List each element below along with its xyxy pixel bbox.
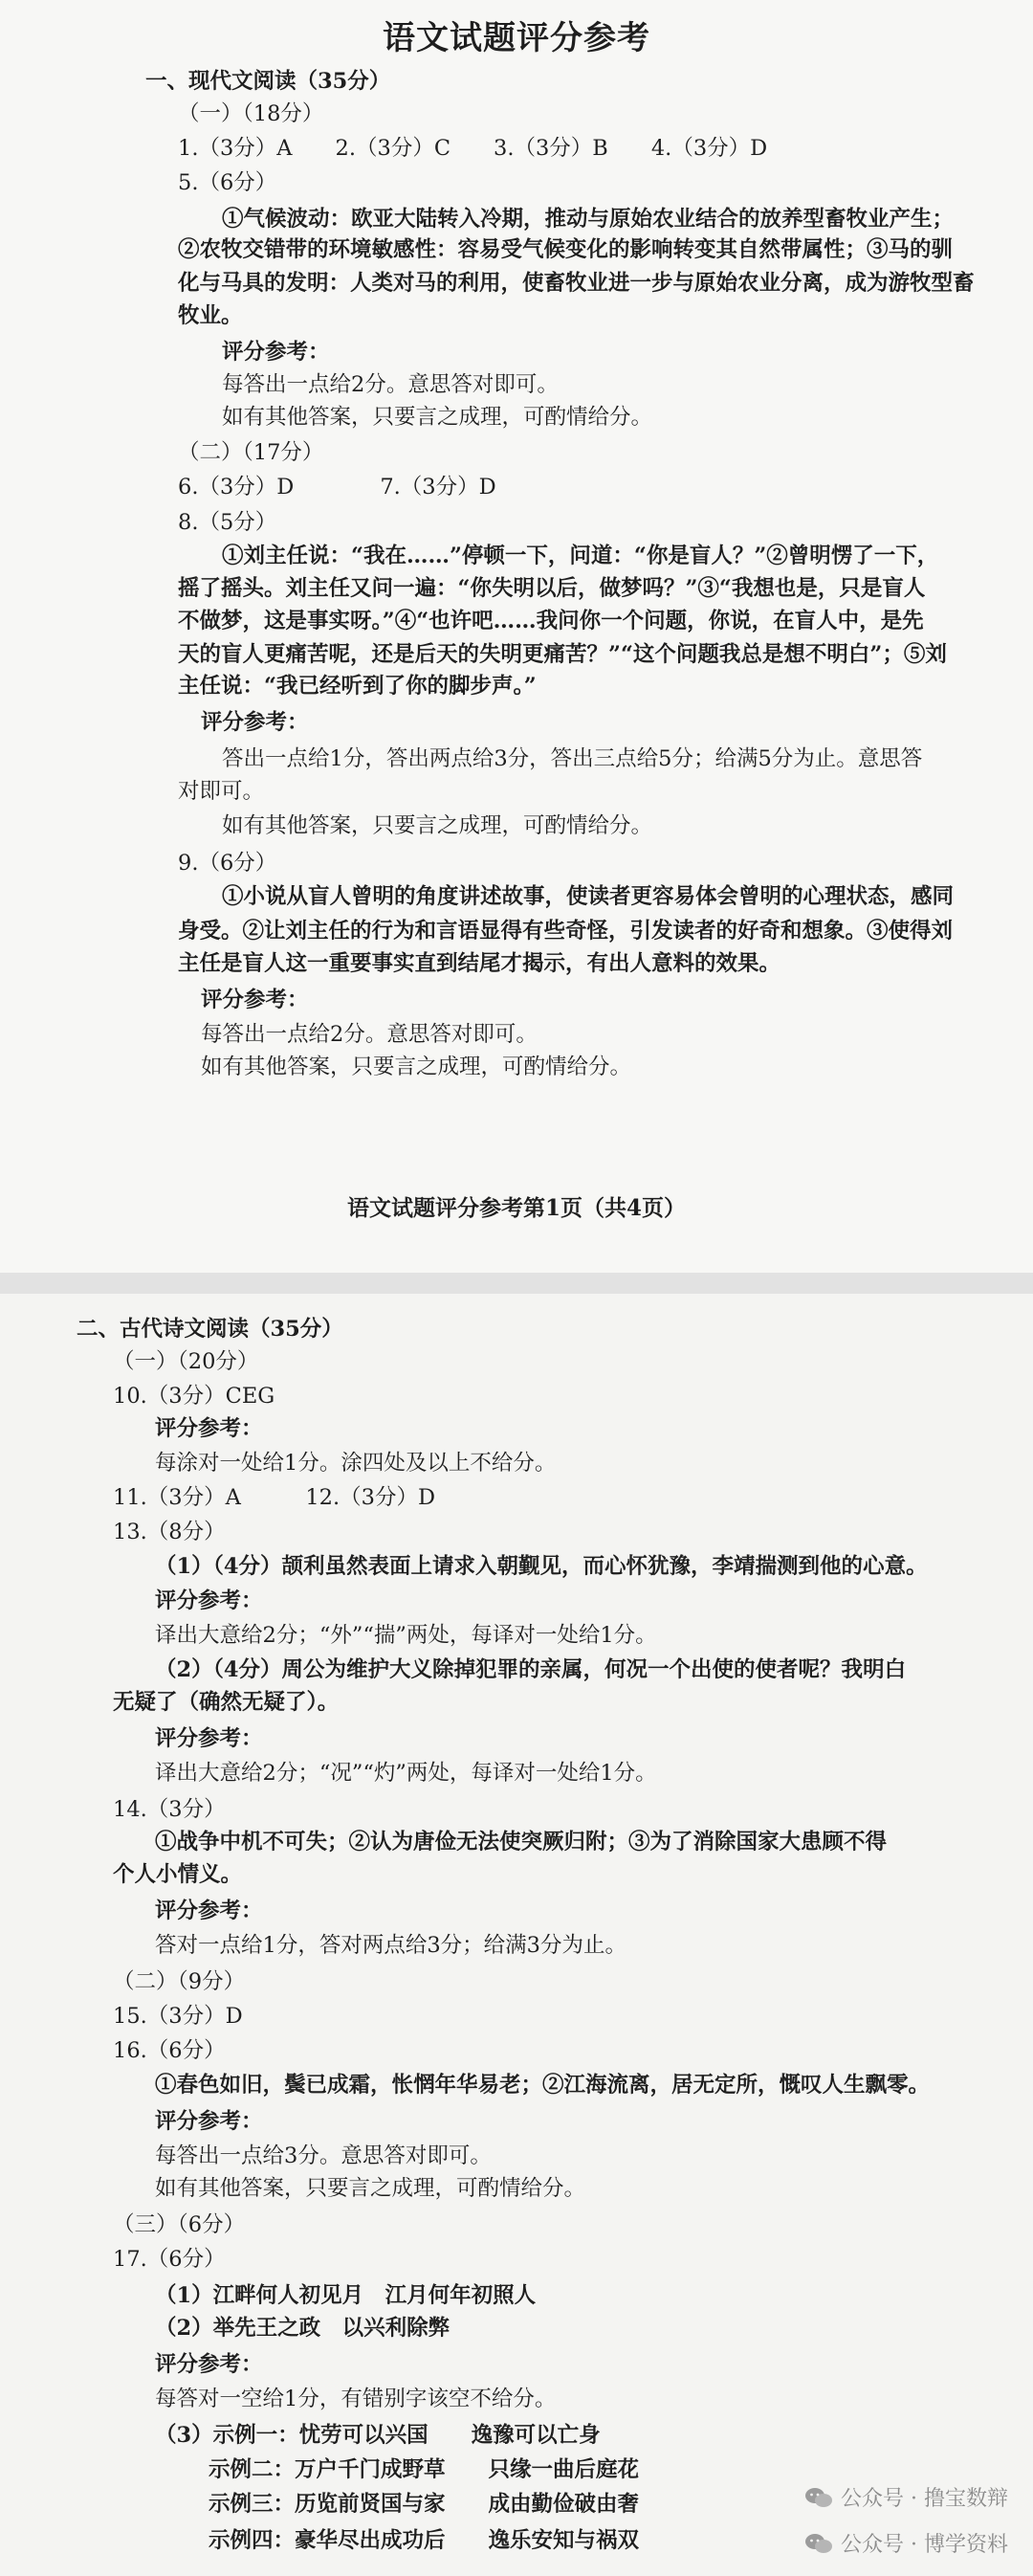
watermark-1 <box>804 2482 1008 2512</box>
watermark-2 <box>804 2528 1008 2558</box>
wechat-icon <box>804 2533 833 2554</box>
page-1-line: 评分参考： <box>201 710 309 735</box>
page-2-line: 每涂对一处给1分。涂四处及以上不给分。 <box>155 1451 557 1476</box>
page-1-line: 对即可。 <box>178 779 265 804</box>
page-1-line: （一）（18分） <box>178 101 324 126</box>
page-1-line: 如有其他答案，只要言之成理，可酌情给分。 <box>222 813 653 838</box>
page-2-line: 每答出一点给3分。意思答对即可。 <box>155 2143 492 2168</box>
page-2-line: ①春色如旧，鬓已成霜，怅惘年华易老；②江海流离，居无定所，慨叹人生飘零。 <box>155 2073 931 2098</box>
page-2-line: 二、古代诗文阅读（35分） <box>77 1317 343 1342</box>
page-2-line: （1）（4分）颉利虽然表面上请求入朝觐见，而心怀犹豫，李靖揣测到他的心意。 <box>155 1554 928 1579</box>
page-1-line: ①刘主任说：“我在……”停顿一下，问道：“你是盲人？”②曾明愣了一下， <box>222 544 939 568</box>
page-1-line: ①气候波动：欧亚大陆转入冷期，推动与原始农业结合的放养型畜牧业产生； <box>222 207 955 232</box>
page-1-line: 化与马具的发明：人类对马的利用，使畜牧业进一步与原始农业分离，成为游牧型畜 <box>178 271 975 296</box>
page-1-line: 摇了摇头。刘主任又问一遍：“你失明以后，做梦吗？”③“我想也是，只是盲人 <box>178 576 926 601</box>
page-2-line: 评分参考： <box>155 1416 263 1441</box>
page-2-line: 评分参考： <box>155 2352 263 2377</box>
page-2-line: 无疑了（确然无疑了）。 <box>113 1690 340 1715</box>
page-2-line: 评分参考： <box>155 1726 263 1751</box>
page-2-line: 答对一点给1分，答对两点给3分；给满3分为止。 <box>155 1933 626 1958</box>
page-2-line: （2）（4分）周公为维护大义除掉犯罪的亲属，何况一个出使的使者呢？我明白 <box>155 1657 907 1682</box>
answer-sheet-page-1 <box>0 0 1033 1273</box>
page-2-line: 示例四：豪华尽出成功后 逸乐安知与祸双 <box>209 2528 640 2553</box>
page-1-line: 天的盲人更痛苦呢，还是后天的失明更痛苦？”“这个问题我总是想不明白”；⑤刘 <box>178 642 947 667</box>
page-1-line: 牧业。 <box>178 303 243 328</box>
page-2-line: 示例三：历览前贤国与家 成由勤俭破由奢 <box>209 2492 640 2517</box>
page-2-line: 17.（6分） <box>113 2247 226 2272</box>
page-2-line: （1）江畔何人初见月 江月何年初照人 <box>155 2283 537 2308</box>
page-1-line: 8.（5分） <box>178 510 277 535</box>
page-1-line: 每答出一点给2分。意思答对即可。 <box>201 1022 538 1047</box>
page-1-line: （二）（17分） <box>178 440 324 465</box>
page-1-line: 每答出一点给2分。意思答对即可。 <box>222 372 559 397</box>
page-2-line: ①战争中机不可失；②认为唐俭无法使突厥归附；③为了消除国家大患顾不得 <box>155 1830 888 1854</box>
page-2-line: （一）（20分） <box>113 1349 259 1374</box>
page-1-line: 不做梦，这是事实呀。”④“也许吧……我问你一个问题，你说，在盲人中，是先 <box>178 609 924 633</box>
page-2-line: 15.（3分）D <box>113 2004 243 2029</box>
page-2-line: 评分参考： <box>155 1899 263 1923</box>
page-2-line: 评分参考： <box>155 1588 263 1613</box>
page-1-line: 5.（6分） <box>178 170 277 195</box>
wechat-icon <box>804 2487 833 2508</box>
page-2-line: 示例二：万户千门成野草 只缘一曲后庭花 <box>209 2457 640 2482</box>
page-1-line: ②农牧交错带的环境敏感性：容易受气候变化的影响转变其自然带属性；③马的驯 <box>178 237 954 262</box>
page-2-line: 评分参考： <box>155 2109 263 2134</box>
page-2-line: 16.（6分） <box>113 2038 226 2063</box>
page-2-line: （三）（6分） <box>113 2212 246 2237</box>
page-1-line: 主任是盲人这一重要事实直到结尾才揭示，有出人意料的效果。 <box>178 951 781 976</box>
watermark-text-1: 公众号 · 撸宝数辩 <box>841 2487 1008 2511</box>
page-2-line: 13.（8分） <box>113 1520 226 1544</box>
page-2-line: 每答对一空给1分，有错别字该空不给分。 <box>155 2387 557 2411</box>
page-2-line: （3）示例一：忧劳可以兴国 逸豫可以亡身 <box>155 2423 601 2448</box>
page-1-line: 身受。②让刘主任的行为和言语显得有些奇怪，引发读者的好奇和想象。③使得刘 <box>178 919 954 944</box>
page-gap <box>0 1273 1033 1294</box>
page-2-line: （二）（9分） <box>113 1969 246 1994</box>
page-1-line: 评分参考： <box>222 340 330 365</box>
page-footer: 语文试题评分参考第1页（共4页） <box>346 1195 686 1221</box>
page-1-line: 6.（3分）D 7.（3分）D <box>178 475 496 500</box>
page-2-line: 如有其他答案，只要言之成理，可酌情给分。 <box>155 2176 586 2201</box>
page-1-line: 一、现代文阅读（35分） <box>145 69 391 94</box>
page-2-line: 译出大意给2分；“外”“揣”两处，每译对一处给1分。 <box>155 1623 657 1648</box>
page-2-line: 11.（3分）A 12.（3分）D <box>113 1485 435 1510</box>
page-1-line: 评分参考： <box>201 988 309 1012</box>
page-1-line: 1.（3分）A 2.（3分）C 3.（3分）B 4.（3分）D <box>178 136 768 161</box>
page-2-line: 个人小情义。 <box>113 1862 243 1887</box>
page-1-line: 如有其他答案，只要言之成理，可酌情给分。 <box>201 1055 632 1079</box>
watermark-text-2: 公众号 · 博学资料 <box>841 2533 1008 2557</box>
document-title: 语文试题评分参考 <box>383 19 650 57</box>
page-1-line: ①小说从盲人曾明的角度讲述故事，使读者更容易体会曾明的心理状态，感同 <box>222 884 955 909</box>
page-2-line: 译出大意给2分；“况”“灼”两处，每译对一处给1分。 <box>155 1761 657 1786</box>
answer-sheet-page-2 <box>0 1294 1033 2576</box>
page-2-line: 10.（3分）CEG <box>113 1384 275 1409</box>
page-1-line: 如有其他答案，只要言之成理，可酌情给分。 <box>222 405 653 430</box>
page-2-line: （2）举先王之政 以兴利除弊 <box>155 2316 451 2341</box>
page-2-line: 14.（3分） <box>113 1797 226 1822</box>
page-1-line: 主任说：“我已经听到了你的脚步声。” <box>178 674 537 699</box>
page-1-line: 9.（6分） <box>178 851 277 876</box>
page-1-line: 答出一点给1分，答出两点给3分，答出三点给5分；给满5分为止。意思答 <box>222 746 923 771</box>
